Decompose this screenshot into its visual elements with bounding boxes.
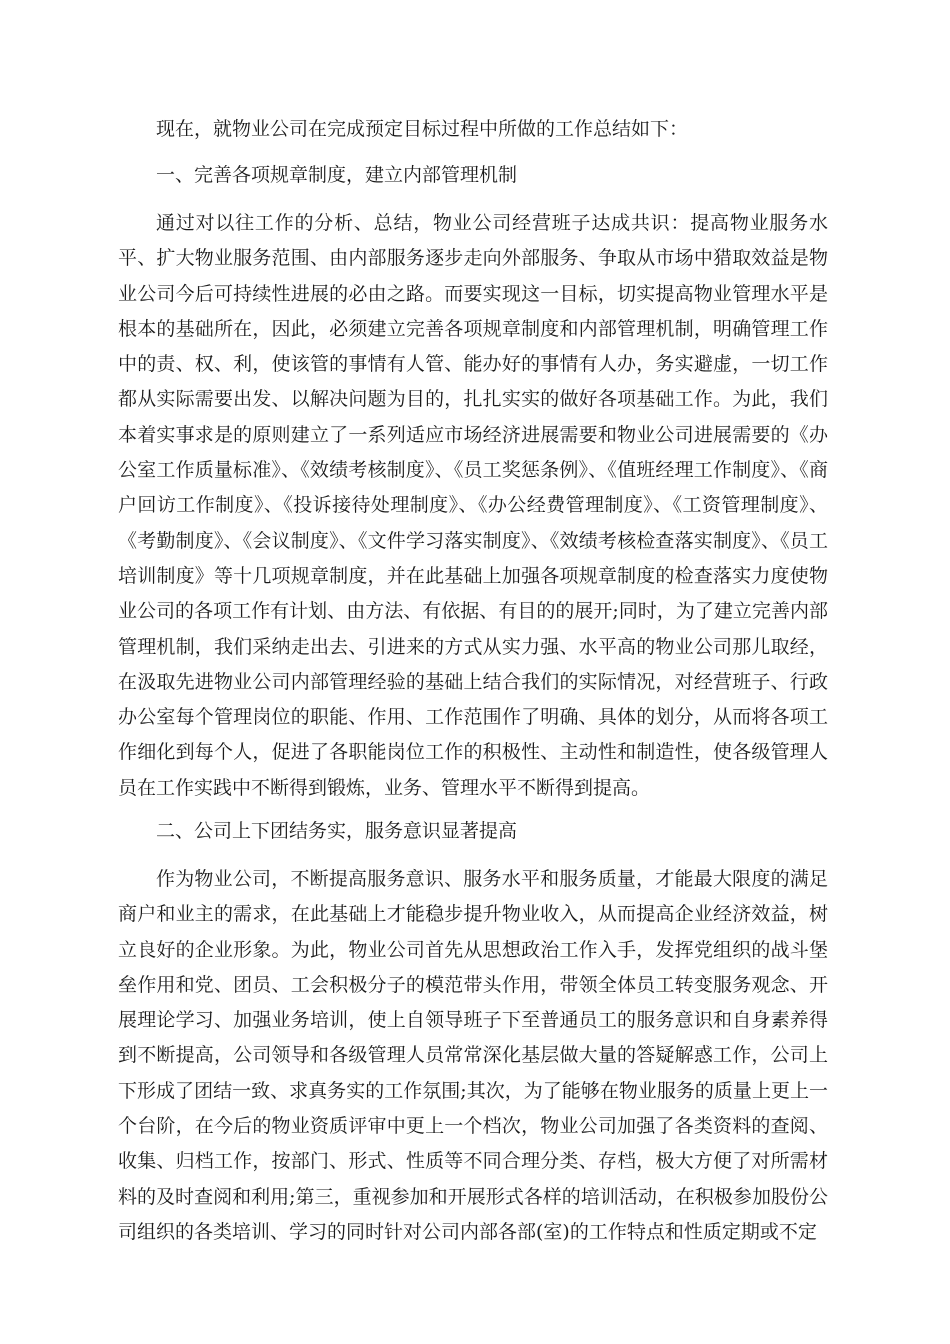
section-1-heading: 一、完善各项规章制度，建立内部管理机制 — [156, 164, 518, 186]
section-2-heading: 二、公司上下团结务实，服务意识显著提高 — [156, 820, 518, 842]
section-1-body: 通过对以往工作的分析、总结，物业公司经营班子达成共识：提高物业服务水平、扩大物业服务范围、由内部服务逐步走向外部服务、争取从市场中猎取效益是物业公司今后可持续性进展的必由之路。而要实现这一目标，切实提高物业管理水平是根本的基础所在，因此，必须建立完善各项规章制度和内部管理机制，明确管理工作中的责、权、利，使该管的事情有人管、能办好的事情有人办，务实避虚，一切工作都从实际需要出发、以解决问题为目的，扎扎实实的做好各项基础工作。为此，我们本着实事求是的原则建立了一系列适应市场经济进展需要和物业公司进展需要的《办公室工作质量标准》、《效绩考核制度》、《员工奖惩条例》、《值班经理工作制度》、《商户回访工作制度》、《投诉接待处理制度》、《办公经费管理制度》、《工资管理制度》、《考勤制度》、《会议制度》、《文件学习落实制度》、《效绩考核检查落实制度》、《员工培训制度》等十几项规章制度，并在此基础上加强各项规章制度的检查落实力度使物业公司的各项工作有计划、由方法、有依据、有目的的展开;同时，为了建立完善内部管理机制，我们采纳走出去、引进来的方式从实力强、水平高的物业公司那儿取经，在汲取先进物业公司内部管理经验的基础上结合我们的实际情况，对经营班子、行政办公室每个管理岗位的职能、作用、工作范围作了明确、具体的划分，从而将各项工作细化到每个人，促进了各职能岗位工作的积极性、主动性和制造性，使各级管理人员在工作实践中不断得到锻炼，业务、管理水平不断得到提高。 — [118, 212, 828, 799]
intro-paragraph: 现在，就物业公司在完成预定目标过程中所做的工作总结如下： — [156, 118, 689, 140]
section-2-body: 作为物业公司，不断提高服务意识、服务水平和服务质量，才能最大限度的满足商户和业主的需求，在此基础上才能稳步提升物业收入，从而提高企业经济效益，树立良好的企业形象。为此，物业公司首先从思想政治工作入手，发挥党组织的战斗堡垒作用和党、团员、工会积极分子的模范带头作用，带领全体员工转变服务观念、开展理论学习、加强业务培训，使上自领导班子下至普通员工的服务意识和自身素养得到不断提高，公司领导和各级管理人员常常深化基层做大量的答疑解惑工作，公司上下形成了团结一致、求真务实的工作氛围;其次，为了能够在物业服务的质量上更上一个台阶，在今后的物业资质评审中更上一个档次，物业公司加强了各类资料的查阅、收集、归档工作，按部门、形式、性质等不同合理分类、存档，极大方便了对所需材料的及时查阅和利用;第三，重视参加和开展形式各样的培训活动，在积极参加股份公司组织的各类培训、学习的同时针对公司内部各部(室)的工作特点和性质定期或不定 — [118, 868, 828, 1243]
